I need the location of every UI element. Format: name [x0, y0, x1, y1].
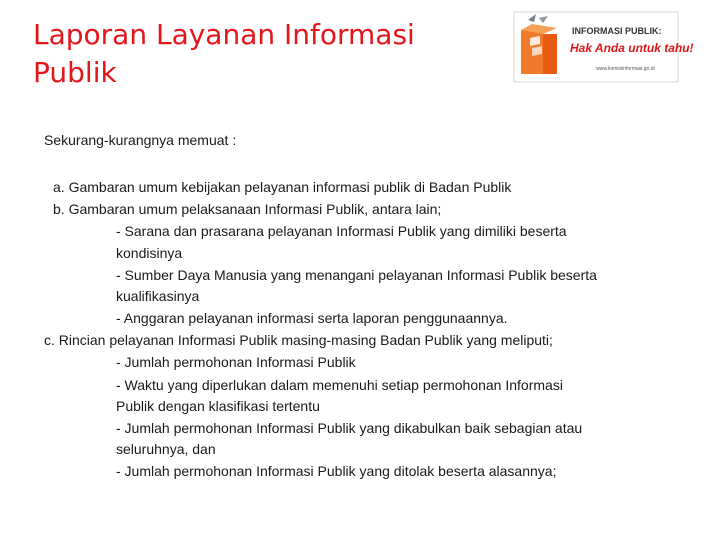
item-b-2-line2: kualifikasinya: [116, 288, 200, 304]
item-c-2-line1: - Waktu yang diperlukan dalam memenuhi setiap permohonan Informasi: [116, 377, 563, 393]
logo-url: www.komisiinformasi.go.id: [596, 66, 655, 72]
slide-title-line2: Publik: [33, 56, 117, 89]
item-a: a. Gambaran umum kebijakan pelayanan informasi publik di Badan Publik: [53, 179, 512, 195]
logo-tagline: Hak Anda untuk tahu!: [570, 41, 694, 55]
item-b-1-line2: kondisinya: [116, 245, 183, 261]
item-c-2-line2: Publik dengan klasifikasi tertentu: [116, 398, 320, 414]
item-b-2-line1: - Sumber Daya Manusia yang menangani pelayanan Informasi Publik beserta: [116, 267, 597, 283]
item-c-3-line1: - Jumlah permohonan Informasi Publik yang dikabulkan baik sebagian atau: [116, 420, 583, 436]
intro-text: Sekurang-kurangnya memuat :: [44, 132, 237, 148]
item-b-3: - Anggaran pelayanan informasi serta laporan penggunaannya.: [116, 310, 508, 326]
item-c-3-line2: seluruhnya, dan: [116, 441, 216, 457]
item-c-4: - Jumlah permohonan Informasi Publik yang ditolak beserta alasannya;: [116, 463, 557, 479]
slide-title-line1: Laporan Layanan Informasi: [33, 18, 415, 51]
item-c: c. Rincian pelayanan Informasi Publik masing-masing Badan Publik yang meliputi;: [44, 332, 553, 348]
item-b-1-line1: - Sarana dan prasarana pelayanan Informasi Publik yang dimiliki beserta: [116, 223, 567, 239]
item-b: b. Gambaran umum pelaksanaan Informasi Publik, antara lain;: [53, 201, 442, 217]
item-c-1: - Jumlah permohonan Informasi Publik: [116, 354, 356, 370]
slide-title: [33, 16, 473, 92]
logo-heading: INFORMASI PUBLIK:: [572, 26, 662, 36]
logo-graphic: [512, 10, 694, 84]
informasi-publik-logo: [512, 10, 694, 84]
